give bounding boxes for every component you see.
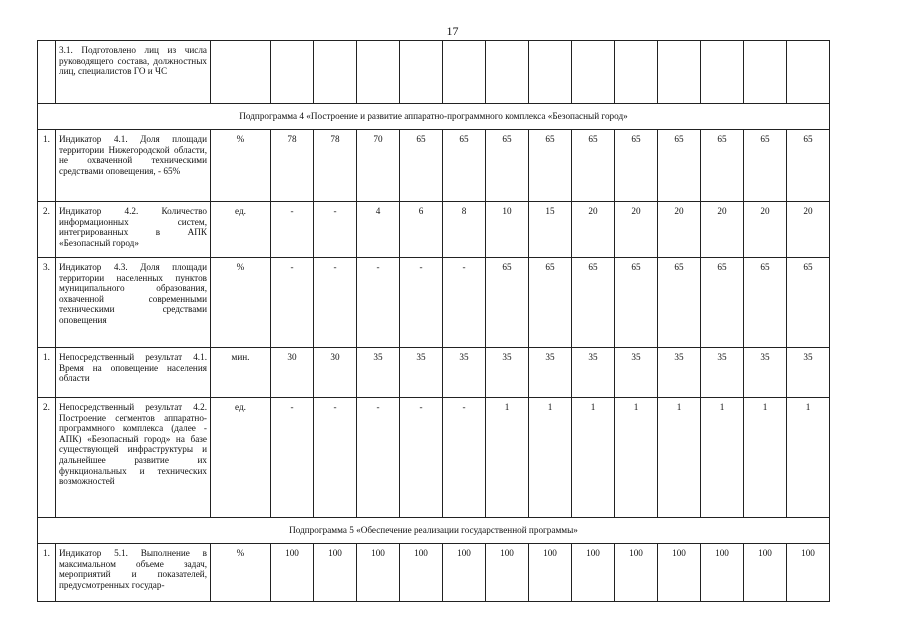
row-number-cell: 2. bbox=[38, 202, 56, 258]
indicator-name-cell: Индикатор 4.3. Доля площади территории населенных пунктов муниципального образования, охваченной современными техническими средствами оповещения bbox=[56, 258, 211, 348]
value-cell: 65 bbox=[787, 258, 830, 348]
value-cell: 8 bbox=[443, 202, 486, 258]
value-cell: 78 bbox=[314, 130, 357, 202]
value-cell: 100 bbox=[271, 544, 314, 602]
value-cell: 20 bbox=[787, 202, 830, 258]
table-row bbox=[38, 348, 830, 398]
value-cell: 1 bbox=[787, 398, 830, 518]
value-cell: 35 bbox=[701, 348, 744, 398]
value-cell: 6 bbox=[400, 202, 443, 258]
value-cell: 4 bbox=[357, 202, 400, 258]
value-cell: - bbox=[271, 398, 314, 518]
value-cell: 100 bbox=[787, 544, 830, 602]
value-cell: 35 bbox=[615, 348, 658, 398]
indicator-name-cell: Непосредственный результат 4.2. Построение сегментов аппаратно-программного комплекса (далее - АПК) «Безопасный город» на базе существующей инфраструктуры и дальнейшее развитие их функциональных и технических возможностей bbox=[56, 398, 211, 518]
value-cell: 1 bbox=[529, 398, 572, 518]
value-cell: 20 bbox=[615, 202, 658, 258]
value-cell: 65 bbox=[701, 258, 744, 348]
subprogram-header-row bbox=[38, 518, 830, 544]
value-cell: 35 bbox=[787, 348, 830, 398]
value-cell: 100 bbox=[443, 544, 486, 602]
value-cell: - bbox=[314, 258, 357, 348]
value-cell: 65 bbox=[744, 130, 787, 202]
indicator-name-cell: 3.1. Подготовлено лиц из числа руководящего состава, должностных лиц, специалистов ГО и ЧС bbox=[56, 41, 211, 104]
value-cell: 1 bbox=[572, 398, 615, 518]
value-cell: - bbox=[443, 398, 486, 518]
row-number-cell: 1. bbox=[38, 348, 56, 398]
value-cell bbox=[271, 41, 314, 104]
value-cell: - bbox=[400, 258, 443, 348]
value-cell bbox=[443, 41, 486, 104]
value-cell: 100 bbox=[357, 544, 400, 602]
value-cell: 100 bbox=[400, 544, 443, 602]
value-cell: 1 bbox=[658, 398, 701, 518]
subprogram-title: Подпрограмма 5 «Обеспечение реализации государственной программы» bbox=[38, 518, 830, 544]
table-row bbox=[38, 41, 830, 104]
value-cell: 78 bbox=[271, 130, 314, 202]
value-cell: - bbox=[314, 398, 357, 518]
value-cell: 1 bbox=[486, 398, 529, 518]
value-cell: 20 bbox=[572, 202, 615, 258]
value-cell: 35 bbox=[486, 348, 529, 398]
value-cell: 65 bbox=[486, 258, 529, 348]
value-cell: - bbox=[271, 258, 314, 348]
value-cell bbox=[658, 41, 701, 104]
unit-cell: ед. bbox=[211, 398, 271, 518]
table-row bbox=[38, 398, 830, 518]
value-cell: 100 bbox=[314, 544, 357, 602]
table-row bbox=[38, 130, 830, 202]
value-cell: 65 bbox=[744, 258, 787, 348]
value-cell: 65 bbox=[572, 130, 615, 202]
value-cell: 100 bbox=[658, 544, 701, 602]
row-number-cell: 2. bbox=[38, 398, 56, 518]
indicator-name-cell: Индикатор 5.1. Выполнение в максимальном объеме задач, мероприятий и показателей, предусмотренных государ- bbox=[56, 544, 211, 602]
value-cell: 20 bbox=[744, 202, 787, 258]
indicator-name-cell: Индикатор 4.2. Количество информационных систем, интегрированных в АПК «Безопасный город» bbox=[56, 202, 211, 258]
value-cell: 35 bbox=[572, 348, 615, 398]
value-cell: 30 bbox=[271, 348, 314, 398]
value-cell: - bbox=[443, 258, 486, 348]
value-cell: - bbox=[400, 398, 443, 518]
value-cell: - bbox=[314, 202, 357, 258]
value-cell: 1 bbox=[701, 398, 744, 518]
value-cell: 1 bbox=[744, 398, 787, 518]
value-cell: 10 bbox=[486, 202, 529, 258]
value-cell: 65 bbox=[658, 130, 701, 202]
table-row bbox=[38, 544, 830, 602]
value-cell bbox=[744, 41, 787, 104]
value-cell: 35 bbox=[357, 348, 400, 398]
row-number-cell: 3. bbox=[38, 258, 56, 348]
value-cell: - bbox=[271, 202, 314, 258]
unit-cell bbox=[211, 41, 271, 104]
value-cell: 30 bbox=[314, 348, 357, 398]
value-cell: 65 bbox=[658, 258, 701, 348]
value-cell: 65 bbox=[486, 130, 529, 202]
value-cell: 35 bbox=[658, 348, 701, 398]
value-cell: 100 bbox=[572, 544, 615, 602]
value-cell: 20 bbox=[658, 202, 701, 258]
value-cell: 65 bbox=[615, 130, 658, 202]
value-cell bbox=[529, 41, 572, 104]
value-cell bbox=[787, 41, 830, 104]
subprogram-header-row bbox=[38, 104, 830, 130]
unit-cell: % bbox=[211, 130, 271, 202]
table-row bbox=[38, 202, 830, 258]
value-cell: 65 bbox=[787, 130, 830, 202]
value-cell: 100 bbox=[701, 544, 744, 602]
value-cell: 35 bbox=[400, 348, 443, 398]
value-cell bbox=[486, 41, 529, 104]
row-number-cell bbox=[38, 41, 56, 104]
value-cell: 35 bbox=[744, 348, 787, 398]
unit-cell: ед. bbox=[211, 202, 271, 258]
value-cell: 35 bbox=[529, 348, 572, 398]
value-cell: 65 bbox=[400, 130, 443, 202]
table-row bbox=[38, 258, 830, 348]
value-cell: 100 bbox=[486, 544, 529, 602]
value-cell: 15 bbox=[529, 202, 572, 258]
value-cell bbox=[400, 41, 443, 104]
indicators-table bbox=[37, 40, 830, 602]
value-cell: - bbox=[357, 258, 400, 348]
row-number-cell: 1. bbox=[38, 130, 56, 202]
value-cell: 65 bbox=[701, 130, 744, 202]
value-cell: 70 bbox=[357, 130, 400, 202]
value-cell: 65 bbox=[529, 130, 572, 202]
value-cell: 65 bbox=[615, 258, 658, 348]
value-cell: 35 bbox=[443, 348, 486, 398]
page-number: 17 bbox=[446, 24, 459, 38]
value-cell: 65 bbox=[529, 258, 572, 348]
unit-cell: мин. bbox=[211, 348, 271, 398]
row-number-cell: 1. bbox=[38, 544, 56, 602]
value-cell bbox=[701, 41, 744, 104]
value-cell: 65 bbox=[443, 130, 486, 202]
value-cell: 100 bbox=[615, 544, 658, 602]
value-cell bbox=[314, 41, 357, 104]
value-cell: 20 bbox=[701, 202, 744, 258]
value-cell bbox=[572, 41, 615, 104]
value-cell bbox=[615, 41, 658, 104]
value-cell bbox=[357, 41, 400, 104]
unit-cell: % bbox=[211, 544, 271, 602]
unit-cell: % bbox=[211, 258, 271, 348]
value-cell: 100 bbox=[744, 544, 787, 602]
value-cell: - bbox=[357, 398, 400, 518]
indicator-name-cell: Непосредственный результат 4.1. Время на оповещение населения области bbox=[56, 348, 211, 398]
subprogram-title: Подпрограмма 4 «Построение и развитие аппаратно-программного комплекса «Безопасный город» bbox=[38, 104, 830, 130]
value-cell: 1 bbox=[615, 398, 658, 518]
value-cell: 100 bbox=[529, 544, 572, 602]
value-cell: 65 bbox=[572, 258, 615, 348]
indicator-name-cell: Индикатор 4.1. Доля площади территории Нижегородской области, не охваченной техническими средствами оповещения, - 65% bbox=[56, 130, 211, 202]
